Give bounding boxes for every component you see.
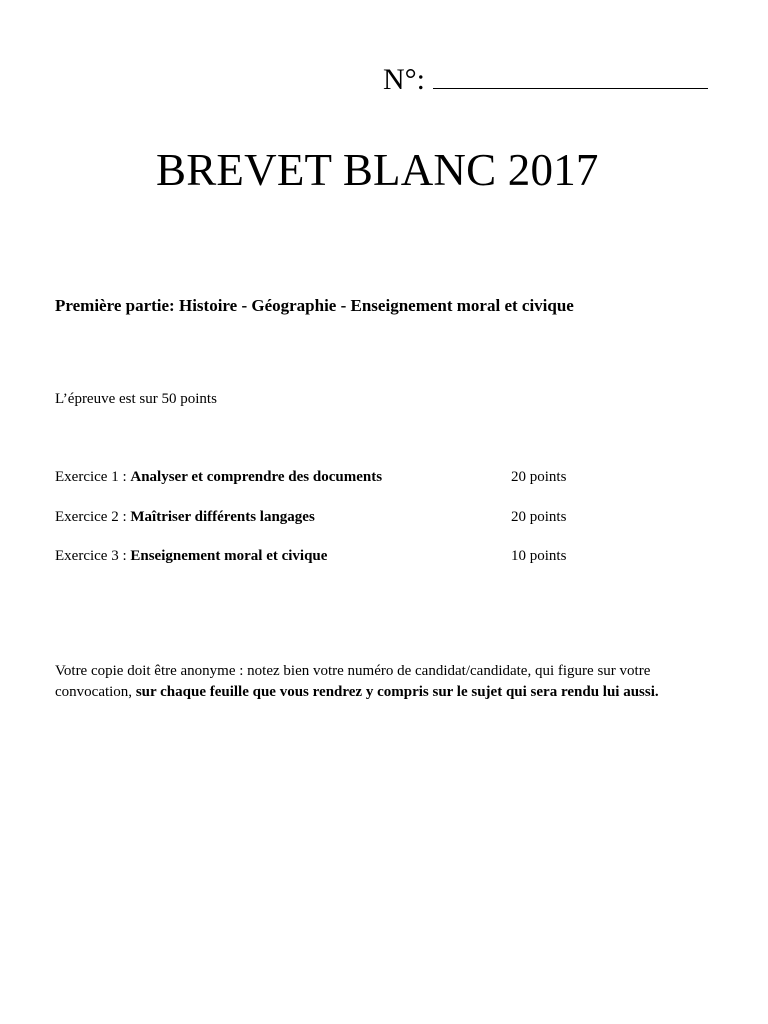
exercise-points: 20 points [511, 509, 567, 525]
total-points-text: L’épreuve est sur 50 points [55, 391, 217, 407]
exercise-title: Enseignement moral et civique [130, 548, 328, 564]
exercise-name: Exercice 3 : [55, 548, 127, 564]
candidate-number-blank-line [433, 60, 708, 89]
exercise-row-2 [55, 506, 655, 528]
notice-text: Votre copie doit être anonyme : notez bien votre numéro de candidat/candidate, qui figure sur votre convocation, [55, 663, 651, 700]
exercise-points: 20 points [511, 469, 567, 485]
exercise-title: Analyser et comprendre des documents [130, 469, 383, 485]
candidate-number-label: N°: [383, 63, 425, 96]
exercise-name: Exercice 1 : [55, 469, 127, 485]
anonymity-notice [55, 661, 725, 703]
document-title: BREVET BLANC 2017 [156, 145, 599, 195]
notice-emphasis-text: sur chaque feuille que vous rendrez y compris sur le sujet qui sera rendu lui aussi. [135, 684, 659, 700]
exercise-row-3 [55, 545, 655, 567]
exercise-points: 10 points [511, 548, 567, 564]
exercise-row-1 [55, 466, 655, 488]
candidate-number-field [383, 60, 708, 98]
exercise-name: Exercice 2 : [55, 509, 127, 525]
document-subtitle: Première partie: Histoire - Géographie - Enseignement moral et civique [55, 296, 574, 315]
exercise-title: Maîtriser différents langages [130, 509, 315, 525]
